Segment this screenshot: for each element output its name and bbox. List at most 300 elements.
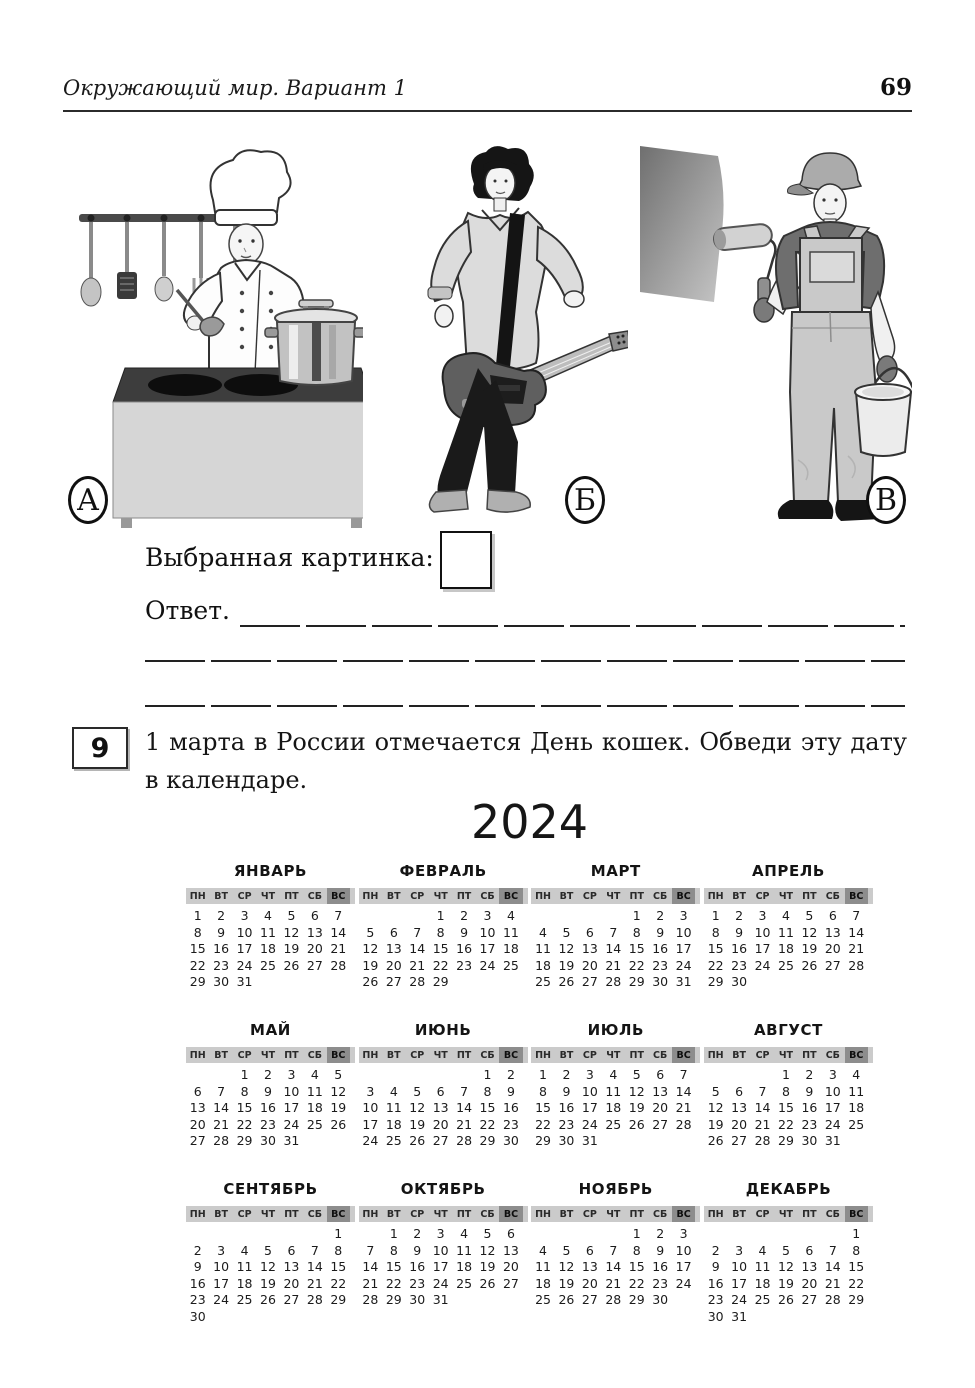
calendar-day-ДЕКАБРЬ-16[interactable]: 16: [707, 1275, 724, 1291]
calendar-day-ЯНВАРЬ-11[interactable]: 11: [260, 924, 276, 940]
calendar-day-ИЮЛЬ-31[interactable]: 31: [581, 1133, 598, 1149]
calendar-day-СЕНТЯБРЬ-13[interactable]: 13: [283, 1259, 300, 1275]
calendar-day-ЯНВАРЬ-31[interactable]: 31: [236, 974, 253, 990]
calendar-day-ИЮЛЬ-9[interactable]: 9: [562, 1083, 571, 1099]
calendar-day-ИЮНЬ-10[interactable]: 10: [362, 1100, 379, 1116]
calendar-day-ИЮЛЬ-27[interactable]: 27: [652, 1116, 669, 1132]
calendar-day-ИЮНЬ-13[interactable]: 13: [432, 1100, 449, 1116]
calendar-day-СЕНТЯБРЬ-2[interactable]: 2: [193, 1242, 202, 1258]
calendar-day-АВГУСТ-29[interactable]: 29: [778, 1133, 794, 1149]
calendar-day-АВГУСТ-13[interactable]: 13: [731, 1100, 748, 1116]
calendar-day-ОКТЯБРЬ-21[interactable]: 21: [362, 1275, 379, 1291]
calendar-day-ИЮНЬ-29[interactable]: 29: [479, 1133, 496, 1149]
calendar-day-МАРТ-4[interactable]: 4: [539, 924, 547, 940]
calendar-day-ФЕВРАЛЬ-4[interactable]: 4: [506, 908, 515, 923]
calendar-day-АПРЕЛЬ-29[interactable]: 29: [707, 974, 724, 990]
calendar-day-ФЕВРАЛЬ-7[interactable]: 7: [413, 924, 422, 940]
calendar-day-НОЯБРЬ-14[interactable]: 14: [605, 1259, 622, 1275]
calendar-day-АВГУСТ-28[interactable]: 28: [754, 1133, 771, 1149]
calendar-day-ИЮЛЬ-16[interactable]: 16: [558, 1100, 575, 1116]
calendar-day-ОКТЯБРЬ-31[interactable]: 31: [432, 1292, 449, 1308]
calendar-day-ФЕВРАЛЬ-18[interactable]: 18: [502, 941, 519, 957]
calendar-day-ИЮЛЬ-6[interactable]: 6: [656, 1066, 665, 1082]
calendar-day-ИЮЛЬ-10[interactable]: 10: [581, 1083, 598, 1099]
calendar-day-ФЕВРАЛЬ-27[interactable]: 27: [385, 974, 402, 990]
calendar-day-ФЕВРАЛЬ-23[interactable]: 23: [456, 957, 473, 973]
calendar-day-АПРЕЛЬ-14[interactable]: 14: [848, 924, 865, 940]
calendar-day-МАЙ-8[interactable]: 8: [240, 1083, 249, 1099]
calendar-day-ЯНВАРЬ-17[interactable]: 17: [236, 941, 253, 957]
calendar-day-АВГУСТ-17[interactable]: 17: [824, 1100, 841, 1116]
calendar-day-МАРТ-18[interactable]: 18: [535, 957, 551, 973]
calendar-day-ОКТЯБРЬ-18[interactable]: 18: [456, 1259, 473, 1275]
calendar-day-ОКТЯБРЬ-22[interactable]: 22: [385, 1275, 402, 1291]
calendar-day-АВГУСТ-1[interactable]: 1: [781, 1066, 790, 1082]
calendar-day-ЯНВАРЬ-13[interactable]: 13: [306, 924, 323, 940]
calendar-day-МАРТ-28[interactable]: 28: [605, 974, 622, 990]
calendar-day-ИЮНЬ-12[interactable]: 12: [409, 1100, 426, 1116]
calendar-day-МАЙ-7[interactable]: 7: [217, 1083, 226, 1099]
calendar-day-ЯНВАРЬ-16[interactable]: 16: [213, 941, 230, 957]
calendar-day-АВГУСТ-3[interactable]: 3: [828, 1066, 837, 1082]
calendar-day-ИЮЛЬ-7[interactable]: 7: [679, 1066, 688, 1082]
calendar-day-АВГУСТ-9[interactable]: 9: [805, 1083, 814, 1099]
calendar-day-МАЙ-31[interactable]: 31: [283, 1133, 300, 1149]
calendar-day-ОКТЯБРЬ-23[interactable]: 23: [409, 1275, 426, 1291]
calendar-day-ДЕКАБРЬ-13[interactable]: 13: [801, 1259, 818, 1275]
calendar-day-СЕНТЯБРЬ-1[interactable]: 1: [334, 1225, 343, 1241]
calendar-day-МАЙ-25[interactable]: 25: [306, 1116, 323, 1132]
calendar-day-ОКТЯБРЬ-26[interactable]: 26: [479, 1275, 496, 1291]
calendar-day-ИЮНЬ-6[interactable]: 6: [436, 1083, 445, 1099]
calendar-day-ФЕВРАЛЬ-13[interactable]: 13: [385, 941, 402, 957]
calendar-day-ИЮЛЬ-1[interactable]: 1: [539, 1066, 547, 1082]
calendar-day-ФЕВРАЛЬ-29[interactable]: 29: [432, 974, 449, 990]
calendar-day-ИЮНЬ-22[interactable]: 22: [479, 1116, 496, 1132]
calendar-day-НОЯБРЬ-26[interactable]: 26: [558, 1292, 575, 1308]
calendar-day-ЯНВАРЬ-25[interactable]: 25: [260, 957, 276, 973]
calendar-day-АПРЕЛЬ-9[interactable]: 9: [735, 924, 744, 940]
calendar-day-ДЕКАБРЬ-28[interactable]: 28: [824, 1292, 841, 1308]
calendar-day-АПРЕЛЬ-24[interactable]: 24: [754, 957, 771, 973]
calendar-day-ДЕКАБРЬ-10[interactable]: 10: [731, 1259, 748, 1275]
calendar-day-ОКТЯБРЬ-20[interactable]: 20: [502, 1259, 519, 1275]
calendar-day-АПРЕЛЬ-8[interactable]: 8: [711, 924, 720, 940]
calendar-day-ИЮЛЬ-12[interactable]: 12: [628, 1083, 645, 1099]
answer-write-line-3[interactable]: [145, 705, 905, 707]
calendar-day-АПРЕЛЬ-15[interactable]: 15: [707, 941, 724, 957]
calendar-day-ДЕКАБРЬ-23[interactable]: 23: [707, 1292, 724, 1308]
calendar-day-ИЮНЬ-3[interactable]: 3: [366, 1083, 375, 1099]
calendar-day-НОЯБРЬ-15[interactable]: 15: [628, 1259, 645, 1275]
calendar-day-МАРТ-12[interactable]: 12: [558, 941, 575, 957]
calendar-day-ИЮЛЬ-13[interactable]: 13: [652, 1083, 669, 1099]
picture-option-b[interactable]: [378, 140, 628, 530]
calendar-day-АВГУСТ-4[interactable]: 4: [852, 1066, 861, 1082]
calendar-day-АВГУСТ-31[interactable]: 31: [824, 1133, 841, 1149]
calendar-day-ОКТЯБРЬ-25[interactable]: 25: [456, 1275, 473, 1291]
calendar-day-НОЯБРЬ-16[interactable]: 16: [652, 1259, 669, 1275]
calendar-day-СЕНТЯБРЬ-23[interactable]: 23: [189, 1292, 206, 1308]
calendar-day-ОКТЯБРЬ-4[interactable]: 4: [460, 1225, 469, 1241]
calendar-day-СЕНТЯБРЬ-20[interactable]: 20: [283, 1275, 300, 1291]
calendar-day-АПРЕЛЬ-10[interactable]: 10: [754, 924, 771, 940]
calendar-day-НОЯБРЬ-20[interactable]: 20: [581, 1275, 598, 1291]
calendar-day-НОЯБРЬ-28[interactable]: 28: [605, 1292, 622, 1308]
calendar-day-ФЕВРАЛЬ-15[interactable]: 15: [432, 941, 449, 957]
calendar-day-ЯНВАРЬ-3[interactable]: 3: [240, 908, 249, 923]
calendar-day-ДЕКАБРЬ-15[interactable]: 15: [848, 1259, 865, 1275]
calendar-day-ЯНВАРЬ-7[interactable]: 7: [334, 908, 343, 923]
calendar-day-ФЕВРАЛЬ-11[interactable]: 11: [502, 924, 519, 940]
calendar-day-МАЙ-6[interactable]: 6: [193, 1083, 202, 1099]
calendar-day-НОЯБРЬ-3[interactable]: 3: [679, 1225, 688, 1241]
calendar-day-ОКТЯБРЬ-8[interactable]: 8: [389, 1242, 398, 1258]
calendar-day-ОКТЯБРЬ-7[interactable]: 7: [366, 1242, 375, 1258]
calendar-day-ФЕВРАЛЬ-12[interactable]: 12: [362, 941, 379, 957]
calendar-day-СЕНТЯБРЬ-30[interactable]: 30: [189, 1308, 206, 1324]
calendar-day-ЯНВАРЬ-9[interactable]: 9: [217, 924, 226, 940]
calendar-day-ЯНВАРЬ-15[interactable]: 15: [189, 941, 206, 957]
calendar-day-ФЕВРАЛЬ-22[interactable]: 22: [432, 957, 449, 973]
calendar-day-МАРТ-13[interactable]: 13: [581, 941, 598, 957]
calendar-day-ЯНВАРЬ-10[interactable]: 10: [236, 924, 253, 940]
calendar-day-ИЮЛЬ-15[interactable]: 15: [535, 1100, 551, 1116]
calendar-day-АПРЕЛЬ-30[interactable]: 30: [731, 974, 748, 990]
calendar-day-ДЕКАБРЬ-26[interactable]: 26: [778, 1292, 794, 1308]
calendar-day-ДЕКАБРЬ-25[interactable]: 25: [754, 1292, 771, 1308]
calendar-day-МАРТ-15[interactable]: 15: [628, 941, 645, 957]
calendar-day-СЕНТЯБРЬ-28[interactable]: 28: [306, 1292, 323, 1308]
calendar-day-НОЯБРЬ-23[interactable]: 23: [652, 1275, 669, 1291]
calendar-day-ИЮНЬ-20[interactable]: 20: [432, 1116, 449, 1132]
calendar-day-ОКТЯБРЬ-28[interactable]: 28: [362, 1292, 379, 1308]
calendar-day-ДЕКАБРЬ-30[interactable]: 30: [707, 1308, 724, 1324]
calendar-day-МАРТ-7[interactable]: 7: [609, 924, 618, 940]
calendar-day-АВГУСТ-2[interactable]: 2: [805, 1066, 814, 1082]
calendar-day-АВГУСТ-30[interactable]: 30: [801, 1133, 818, 1149]
calendar-day-МАЙ-3[interactable]: 3: [287, 1066, 296, 1082]
calendar-day-НОЯБРЬ-6[interactable]: 6: [585, 1242, 594, 1258]
calendar-day-ЯНВАРЬ-18[interactable]: 18: [260, 941, 276, 957]
calendar-day-АПРЕЛЬ-16[interactable]: 16: [731, 941, 748, 957]
calendar-day-НОЯБРЬ-29[interactable]: 29: [628, 1292, 645, 1308]
calendar-day-ФЕВРАЛЬ-21[interactable]: 21: [409, 957, 426, 973]
calendar-day-НОЯБРЬ-8[interactable]: 8: [632, 1242, 641, 1258]
calendar-day-ЯНВАРЬ-27[interactable]: 27: [306, 957, 323, 973]
calendar-day-НОЯБРЬ-30[interactable]: 30: [652, 1292, 669, 1308]
calendar-day-МАЙ-23[interactable]: 23: [260, 1116, 276, 1132]
calendar-day-СЕНТЯБРЬ-29[interactable]: 29: [330, 1292, 347, 1308]
calendar-day-ФЕВРАЛЬ-2[interactable]: 2: [460, 908, 469, 923]
calendar-day-ИЮНЬ-14[interactable]: 14: [456, 1100, 473, 1116]
calendar-day-ЯНВАРЬ-5[interactable]: 5: [287, 908, 296, 923]
picture-option-a[interactable]: [63, 140, 363, 530]
calendar-day-СЕНТЯБРЬ-9[interactable]: 9: [193, 1259, 202, 1275]
calendar-day-ДЕКАБРЬ-1[interactable]: 1: [852, 1225, 861, 1241]
calendar-day-ИЮЛЬ-14[interactable]: 14: [675, 1083, 692, 1099]
calendar-day-ФЕВРАЛЬ-6[interactable]: 6: [389, 924, 398, 940]
calendar-day-ЯНВАРЬ-19[interactable]: 19: [283, 941, 300, 957]
calendar-day-МАЙ-28[interactable]: 28: [213, 1133, 230, 1149]
calendar-day-ФЕВРАЛЬ-19[interactable]: 19: [362, 957, 379, 973]
calendar-day-ФЕВРАЛЬ-16[interactable]: 16: [456, 941, 473, 957]
calendar-day-ФЕВРАЛЬ-10[interactable]: 10: [479, 924, 496, 940]
calendar-day-ИЮНЬ-7[interactable]: 7: [460, 1083, 469, 1099]
calendar-day-МАЙ-5[interactable]: 5: [334, 1066, 343, 1082]
calendar-day-ДЕКАБРЬ-22[interactable]: 22: [848, 1275, 865, 1291]
calendar-day-ИЮНЬ-9[interactable]: 9: [506, 1083, 515, 1099]
calendar-day-ЯНВАРЬ-2[interactable]: 2: [217, 908, 226, 923]
calendar-day-НОЯБРЬ-21[interactable]: 21: [605, 1275, 622, 1291]
calendar-day-ФЕВРАЛЬ-3[interactable]: 3: [483, 908, 492, 923]
calendar-day-ДЕКАБРЬ-6[interactable]: 6: [805, 1242, 814, 1258]
calendar-day-ИЮНЬ-5[interactable]: 5: [413, 1083, 422, 1099]
calendar-day-МАРТ-8[interactable]: 8: [632, 924, 641, 940]
calendar-day-АПРЕЛЬ-11[interactable]: 11: [778, 924, 794, 940]
calendar-day-ДЕКАБРЬ-24[interactable]: 24: [731, 1292, 748, 1308]
calendar-day-ФЕВРАЛЬ-14[interactable]: 14: [409, 941, 426, 957]
calendar-day-АПРЕЛЬ-3[interactable]: 3: [758, 908, 767, 923]
calendar-day-ИЮНЬ-18[interactable]: 18: [385, 1116, 402, 1132]
calendar-day-МАЙ-12[interactable]: 12: [330, 1083, 347, 1099]
calendar-day-ОКТЯБРЬ-30[interactable]: 30: [409, 1292, 426, 1308]
selected-picture-answer-box[interactable]: [440, 531, 492, 589]
calendar-day-НОЯБРЬ-2[interactable]: 2: [656, 1225, 665, 1241]
calendar-day-ИЮЛЬ-25[interactable]: 25: [605, 1116, 622, 1132]
calendar-day-ФЕВРАЛЬ-5[interactable]: 5: [366, 924, 375, 940]
calendar-day-ДЕКАБРЬ-27[interactable]: 27: [801, 1292, 818, 1308]
calendar-day-АВГУСТ-26[interactable]: 26: [707, 1133, 724, 1149]
calendar-day-АПРЕЛЬ-27[interactable]: 27: [824, 957, 841, 973]
calendar-day-АВГУСТ-23[interactable]: 23: [801, 1116, 818, 1132]
calendar-day-ДЕКАБРЬ-29[interactable]: 29: [848, 1292, 865, 1308]
calendar-day-АВГУСТ-6[interactable]: 6: [735, 1083, 744, 1099]
calendar-day-АВГУСТ-19[interactable]: 19: [707, 1116, 724, 1132]
calendar-day-МАРТ-17[interactable]: 17: [675, 941, 692, 957]
calendar-day-НОЯБРЬ-13[interactable]: 13: [581, 1259, 598, 1275]
calendar-day-ИЮЛЬ-24[interactable]: 24: [581, 1116, 598, 1132]
calendar-day-ИЮНЬ-16[interactable]: 16: [502, 1100, 519, 1116]
calendar-day-ОКТЯБРЬ-17[interactable]: 17: [432, 1259, 449, 1275]
calendar-day-СЕНТЯБРЬ-19[interactable]: 19: [260, 1275, 276, 1291]
calendar-day-МАРТ-20[interactable]: 20: [581, 957, 598, 973]
calendar-day-СЕНТЯБРЬ-21[interactable]: 21: [306, 1275, 323, 1291]
calendar-day-АВГУСТ-25[interactable]: 25: [848, 1116, 865, 1132]
calendar-day-ОКТЯБРЬ-2[interactable]: 2: [413, 1225, 422, 1241]
calendar-day-АПРЕЛЬ-7[interactable]: 7: [852, 908, 861, 923]
calendar-day-ИЮНЬ-4[interactable]: 4: [389, 1083, 398, 1099]
calendar-day-ИЮЛЬ-2[interactable]: 2: [562, 1066, 571, 1082]
calendar-day-ИЮЛЬ-30[interactable]: 30: [558, 1133, 575, 1149]
calendar-day-ЯНВАРЬ-29[interactable]: 29: [189, 974, 206, 990]
calendar-day-ФЕВРАЛЬ-1[interactable]: 1: [436, 908, 445, 923]
calendar-day-ДЕКАБРЬ-21[interactable]: 21: [824, 1275, 841, 1291]
calendar-day-ИЮНЬ-28[interactable]: 28: [456, 1133, 473, 1149]
calendar-day-МАЙ-10[interactable]: 10: [283, 1083, 300, 1099]
calendar-day-МАЙ-1[interactable]: 1: [240, 1066, 249, 1082]
calendar-day-ОКТЯБРЬ-27[interactable]: 27: [502, 1275, 519, 1291]
calendar-day-АВГУСТ-27[interactable]: 27: [731, 1133, 748, 1149]
calendar-day-СЕНТЯБРЬ-6[interactable]: 6: [287, 1242, 296, 1258]
calendar-day-ЯНВАРЬ-1[interactable]: 1: [193, 908, 202, 923]
calendar-day-МАРТ-11[interactable]: 11: [535, 941, 551, 957]
calendar-day-ЯНВАРЬ-20[interactable]: 20: [306, 941, 323, 957]
calendar-day-ИЮЛЬ-4[interactable]: 4: [609, 1066, 618, 1082]
calendar-day-АПРЕЛЬ-5[interactable]: 5: [805, 908, 814, 923]
calendar-day-МАРТ-31[interactable]: 31: [675, 974, 692, 990]
calendar-day-ИЮЛЬ-18[interactable]: 18: [605, 1100, 622, 1116]
calendar-day-НОЯБРЬ-5[interactable]: 5: [562, 1242, 571, 1258]
calendar-day-АВГУСТ-11[interactable]: 11: [848, 1083, 865, 1099]
calendar-day-МАРТ-6[interactable]: 6: [585, 924, 594, 940]
calendar-day-СЕНТЯБРЬ-25[interactable]: 25: [236, 1292, 253, 1308]
calendar-day-СЕНТЯБРЬ-24[interactable]: 24: [213, 1292, 230, 1308]
calendar-day-МАРТ-3[interactable]: 3: [679, 908, 688, 923]
calendar-day-АВГУСТ-12[interactable]: 12: [707, 1100, 724, 1116]
calendar-day-МАЙ-29[interactable]: 29: [236, 1133, 253, 1149]
calendar-day-ИЮЛЬ-8[interactable]: 8: [539, 1083, 547, 1099]
calendar-day-АПРЕЛЬ-26[interactable]: 26: [801, 957, 818, 973]
calendar-day-ИЮНЬ-19[interactable]: 19: [409, 1116, 426, 1132]
calendar-day-МАРТ-26[interactable]: 26: [558, 974, 575, 990]
calendar-day-ОКТЯБРЬ-6[interactable]: 6: [506, 1225, 515, 1241]
calendar-day-ОКТЯБРЬ-16[interactable]: 16: [409, 1259, 426, 1275]
calendar-day-ИЮНЬ-24[interactable]: 24: [362, 1133, 379, 1149]
calendar-day-СЕНТЯБРЬ-17[interactable]: 17: [213, 1275, 230, 1291]
calendar-day-ФЕВРАЛЬ-8[interactable]: 8: [436, 924, 445, 940]
calendar-day-ФЕВРАЛЬ-17[interactable]: 17: [479, 941, 496, 957]
calendar-day-МАЙ-22[interactable]: 22: [236, 1116, 253, 1132]
calendar-day-ИЮЛЬ-21[interactable]: 21: [675, 1100, 692, 1116]
calendar-day-ФЕВРАЛЬ-24[interactable]: 24: [479, 957, 496, 973]
calendar-day-МАРТ-30[interactable]: 30: [652, 974, 669, 990]
calendar-day-ЯНВАРЬ-26[interactable]: 26: [283, 957, 300, 973]
calendar-day-ЯНВАРЬ-14[interactable]: 14: [330, 924, 347, 940]
calendar-day-ИЮНЬ-21[interactable]: 21: [456, 1116, 473, 1132]
calendar-day-ДЕКАБРЬ-11[interactable]: 11: [754, 1259, 771, 1275]
calendar-day-НОЯБРЬ-4[interactable]: 4: [539, 1242, 547, 1258]
calendar-day-АПРЕЛЬ-6[interactable]: 6: [828, 908, 837, 923]
calendar-day-ОКТЯБРЬ-29[interactable]: 29: [385, 1292, 402, 1308]
calendar-day-ИЮНЬ-8[interactable]: 8: [483, 1083, 492, 1099]
calendar-day-АПРЕЛЬ-17[interactable]: 17: [754, 941, 771, 957]
calendar-day-ОКТЯБРЬ-5[interactable]: 5: [483, 1225, 492, 1241]
calendar-day-ИЮЛЬ-20[interactable]: 20: [652, 1100, 669, 1116]
calendar-day-ИЮЛЬ-11[interactable]: 11: [605, 1083, 622, 1099]
calendar-day-АПРЕЛЬ-25[interactable]: 25: [778, 957, 794, 973]
calendar-day-СЕНТЯБРЬ-14[interactable]: 14: [306, 1259, 323, 1275]
calendar-day-НОЯБРЬ-22[interactable]: 22: [628, 1275, 645, 1291]
calendar-day-ОКТЯБРЬ-12[interactable]: 12: [479, 1242, 496, 1258]
calendar-day-ДЕКАБРЬ-14[interactable]: 14: [824, 1259, 841, 1275]
calendar-day-ИЮЛЬ-22[interactable]: 22: [535, 1116, 551, 1132]
calendar-day-МАРТ-27[interactable]: 27: [581, 974, 598, 990]
calendar-day-АВГУСТ-20[interactable]: 20: [731, 1116, 748, 1132]
calendar-day-АПРЕЛЬ-19[interactable]: 19: [801, 941, 818, 957]
calendar-day-МАРТ-21[interactable]: 21: [605, 957, 622, 973]
answer-write-line-1[interactable]: [240, 625, 905, 627]
calendar-day-ДЕКАБРЬ-5[interactable]: 5: [781, 1242, 790, 1258]
calendar-day-МАРТ-29[interactable]: 29: [628, 974, 645, 990]
calendar-day-СЕНТЯБРЬ-7[interactable]: 7: [310, 1242, 319, 1258]
calendar-day-ИЮНЬ-2[interactable]: 2: [506, 1066, 515, 1082]
calendar-day-МАРТ-1[interactable]: 1: [632, 908, 641, 923]
calendar-day-МАРТ-23[interactable]: 23: [652, 957, 669, 973]
calendar-day-ФЕВРАЛЬ-25[interactable]: 25: [502, 957, 519, 973]
calendar-day-ИЮЛЬ-5[interactable]: 5: [632, 1066, 641, 1082]
calendar-day-ИЮЛЬ-28[interactable]: 28: [675, 1116, 692, 1132]
calendar-day-АПРЕЛЬ-28[interactable]: 28: [848, 957, 865, 973]
calendar-day-ФЕВРАЛЬ-26[interactable]: 26: [362, 974, 379, 990]
calendar-day-ЯНВАРЬ-22[interactable]: 22: [189, 957, 206, 973]
calendar-day-ФЕВРАЛЬ-28[interactable]: 28: [409, 974, 426, 990]
calendar-day-НОЯБРЬ-17[interactable]: 17: [675, 1259, 692, 1275]
calendar-day-АВГУСТ-14[interactable]: 14: [754, 1100, 771, 1116]
calendar-day-ДЕКАБРЬ-3[interactable]: 3: [735, 1242, 744, 1258]
calendar-day-МАЙ-24[interactable]: 24: [283, 1116, 300, 1132]
calendar-day-МАЙ-19[interactable]: 19: [330, 1100, 347, 1116]
calendar-day-НОЯБРЬ-10[interactable]: 10: [675, 1242, 692, 1258]
calendar-day-НОЯБРЬ-1[interactable]: 1: [632, 1225, 641, 1241]
calendar-day-АПРЕЛЬ-4[interactable]: 4: [781, 908, 790, 923]
calendar-day-АВГУСТ-10[interactable]: 10: [824, 1083, 841, 1099]
calendar-day-АПРЕЛЬ-1[interactable]: 1: [711, 908, 720, 923]
calendar-day-АВГУСТ-15[interactable]: 15: [778, 1100, 794, 1116]
calendar-day-ДЕКАБРЬ-17[interactable]: 17: [731, 1275, 748, 1291]
calendar-day-МАЙ-9[interactable]: 9: [264, 1083, 272, 1099]
calendar-day-НОЯБРЬ-24[interactable]: 24: [675, 1275, 692, 1291]
calendar-day-МАЙ-17[interactable]: 17: [283, 1100, 300, 1116]
calendar-day-МАРТ-24[interactable]: 24: [675, 957, 692, 973]
calendar-day-АВГУСТ-5[interactable]: 5: [711, 1083, 720, 1099]
calendar-day-ИЮЛЬ-3[interactable]: 3: [585, 1066, 594, 1082]
calendar-day-ЯНВАРЬ-6[interactable]: 6: [310, 908, 319, 923]
calendar-day-СЕНТЯБРЬ-5[interactable]: 5: [264, 1242, 272, 1258]
calendar-day-МАРТ-2[interactable]: 2: [656, 908, 665, 923]
calendar-day-ОКТЯБРЬ-24[interactable]: 24: [432, 1275, 449, 1291]
calendar-day-ОКТЯБРЬ-13[interactable]: 13: [502, 1242, 519, 1258]
calendar-day-ИЮНЬ-23[interactable]: 23: [502, 1116, 519, 1132]
calendar-day-ДЕКАБРЬ-18[interactable]: 18: [754, 1275, 771, 1291]
calendar-day-НОЯБРЬ-27[interactable]: 27: [581, 1292, 598, 1308]
calendar-day-ИЮНЬ-15[interactable]: 15: [479, 1100, 496, 1116]
calendar-day-МАЙ-11[interactable]: 11: [306, 1083, 323, 1099]
calendar-day-ОКТЯБРЬ-15[interactable]: 15: [385, 1259, 402, 1275]
calendar-day-МАЙ-30[interactable]: 30: [260, 1133, 276, 1149]
calendar-day-ДЕКАБРЬ-31[interactable]: 31: [731, 1308, 748, 1324]
calendar-day-ИЮНЬ-26[interactable]: 26: [409, 1133, 426, 1149]
calendar-day-АПРЕЛЬ-22[interactable]: 22: [707, 957, 724, 973]
calendar-day-СЕНТЯБРЬ-27[interactable]: 27: [283, 1292, 300, 1308]
calendar-day-ИЮНЬ-1[interactable]: 1: [483, 1066, 492, 1082]
calendar-day-МАЙ-2[interactable]: 2: [264, 1066, 272, 1082]
calendar-day-ОКТЯБРЬ-11[interactable]: 11: [456, 1242, 473, 1258]
calendar-day-НОЯБРЬ-19[interactable]: 19: [558, 1275, 575, 1291]
calendar-day-АПРЕЛЬ-20[interactable]: 20: [824, 941, 841, 957]
calendar-day-СЕНТЯБРЬ-10[interactable]: 10: [213, 1259, 230, 1275]
calendar-day-ДЕКАБРЬ-9[interactable]: 9: [711, 1259, 720, 1275]
calendar-day-СЕНТЯБРЬ-16[interactable]: 16: [189, 1275, 206, 1291]
calendar-day-ДЕКАБРЬ-4[interactable]: 4: [758, 1242, 767, 1258]
calendar-day-МАРТ-16[interactable]: 16: [652, 941, 669, 957]
calendar-day-ДЕКАБРЬ-12[interactable]: 12: [778, 1259, 794, 1275]
calendar-day-МАЙ-14[interactable]: 14: [213, 1100, 230, 1116]
calendar-day-ОКТЯБРЬ-14[interactable]: 14: [362, 1259, 379, 1275]
answer-write-line-2[interactable]: [145, 660, 905, 662]
calendar-day-НОЯБРЬ-9[interactable]: 9: [656, 1242, 665, 1258]
calendar-day-НОЯБРЬ-12[interactable]: 12: [558, 1259, 575, 1275]
